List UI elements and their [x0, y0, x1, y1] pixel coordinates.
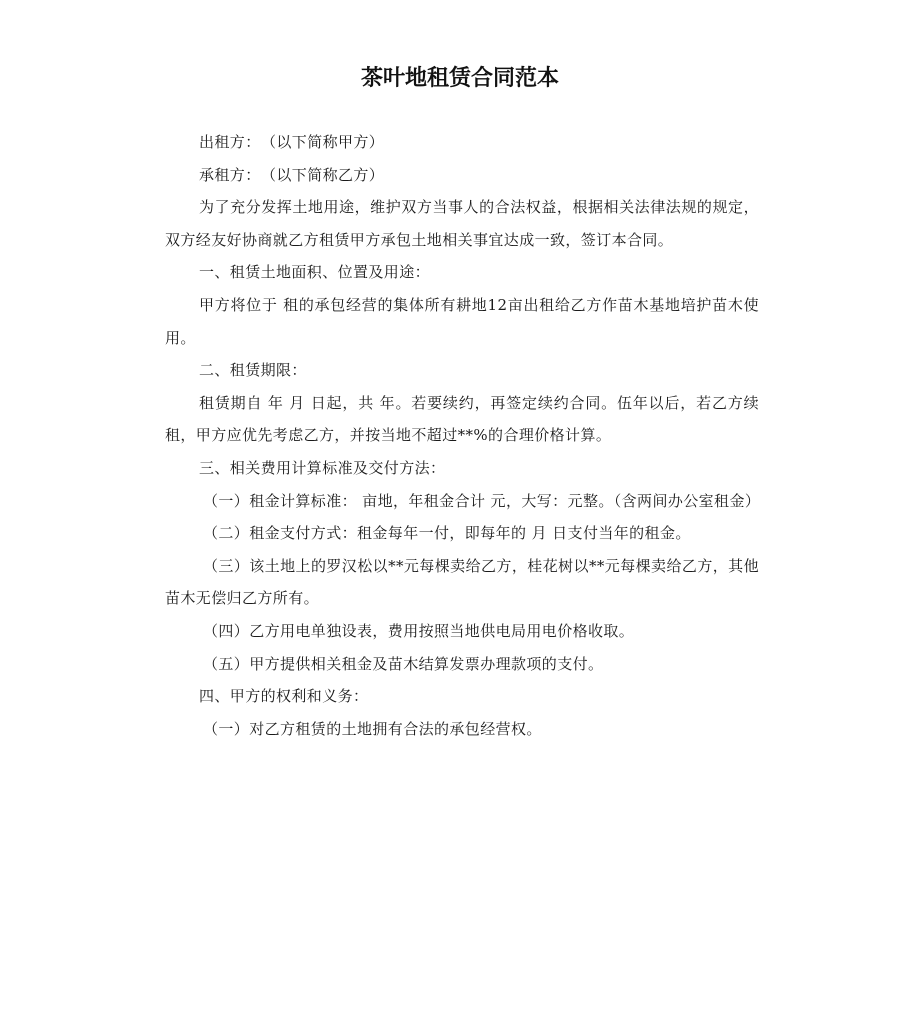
- section-heading-1: 一、租赁土地面积、位置及用途：: [199, 263, 431, 282]
- clause-lessor-right-1: （一）对乙方租赁的土地拥有合法的承包经营权。: [203, 719, 542, 738]
- document-title: 茶叶地租赁合同范本: [360, 66, 559, 91]
- paragraph-lessor: 出租方： （以下简称甲方）: [199, 133, 385, 151]
- paragraph-lease-term: 租赁期自 年 月 日起，共 年。若要续约，再签定续约合同。伍年以后，若乙方续租，甲方应优先考虑乙方，并按当地不超过**%的合理价格计算。: [165, 393, 759, 445]
- section-heading-3: 三、相关费用计算标准及交付方法：: [199, 458, 446, 477]
- paragraph-preamble: 为了充分发挥土地用途，维护双方当事人的合法权益，根据相关法律法规的规定，双方经友好协商就乙方租赁甲方承包土地相关事宜达成一致，签订本合同。: [165, 198, 759, 249]
- clause-trees: （三）该土地上的罗汉松以**元每棵卖给乙方，桂花树以**元每棵卖给乙方，其他苗木无偿归乙方所有。: [165, 556, 759, 608]
- section-heading-2: 二、租赁期限：: [199, 361, 307, 380]
- clause-electricity: （四）乙方用电单独设表，费用按照当地供电局用电价格收取。: [203, 621, 635, 640]
- clause-invoice: （五）甲方提供相关租金及苗木结算发票办理款项的支付。: [203, 654, 604, 673]
- paragraph-lessee: 承租方： （以下简称乙方）: [199, 165, 385, 184]
- section-heading-4: 四、甲方的权利和义务：: [199, 687, 369, 706]
- clause-rent-standard: （一）租金计算标准： 亩地，年租金合计 元，大写：元整。（含两间办公室租金）: [203, 491, 761, 510]
- paragraph-land-location: 甲方将位于 租的承包经营的集体所有耕地12亩出租给乙方作苗木基地培护苗木使用。: [165, 295, 759, 347]
- document-body: [165, 126, 759, 745]
- clause-rent-payment: （二）租金支付方式：租金每年一付，即每年的 月 日支付当年的租金。: [203, 524, 691, 543]
